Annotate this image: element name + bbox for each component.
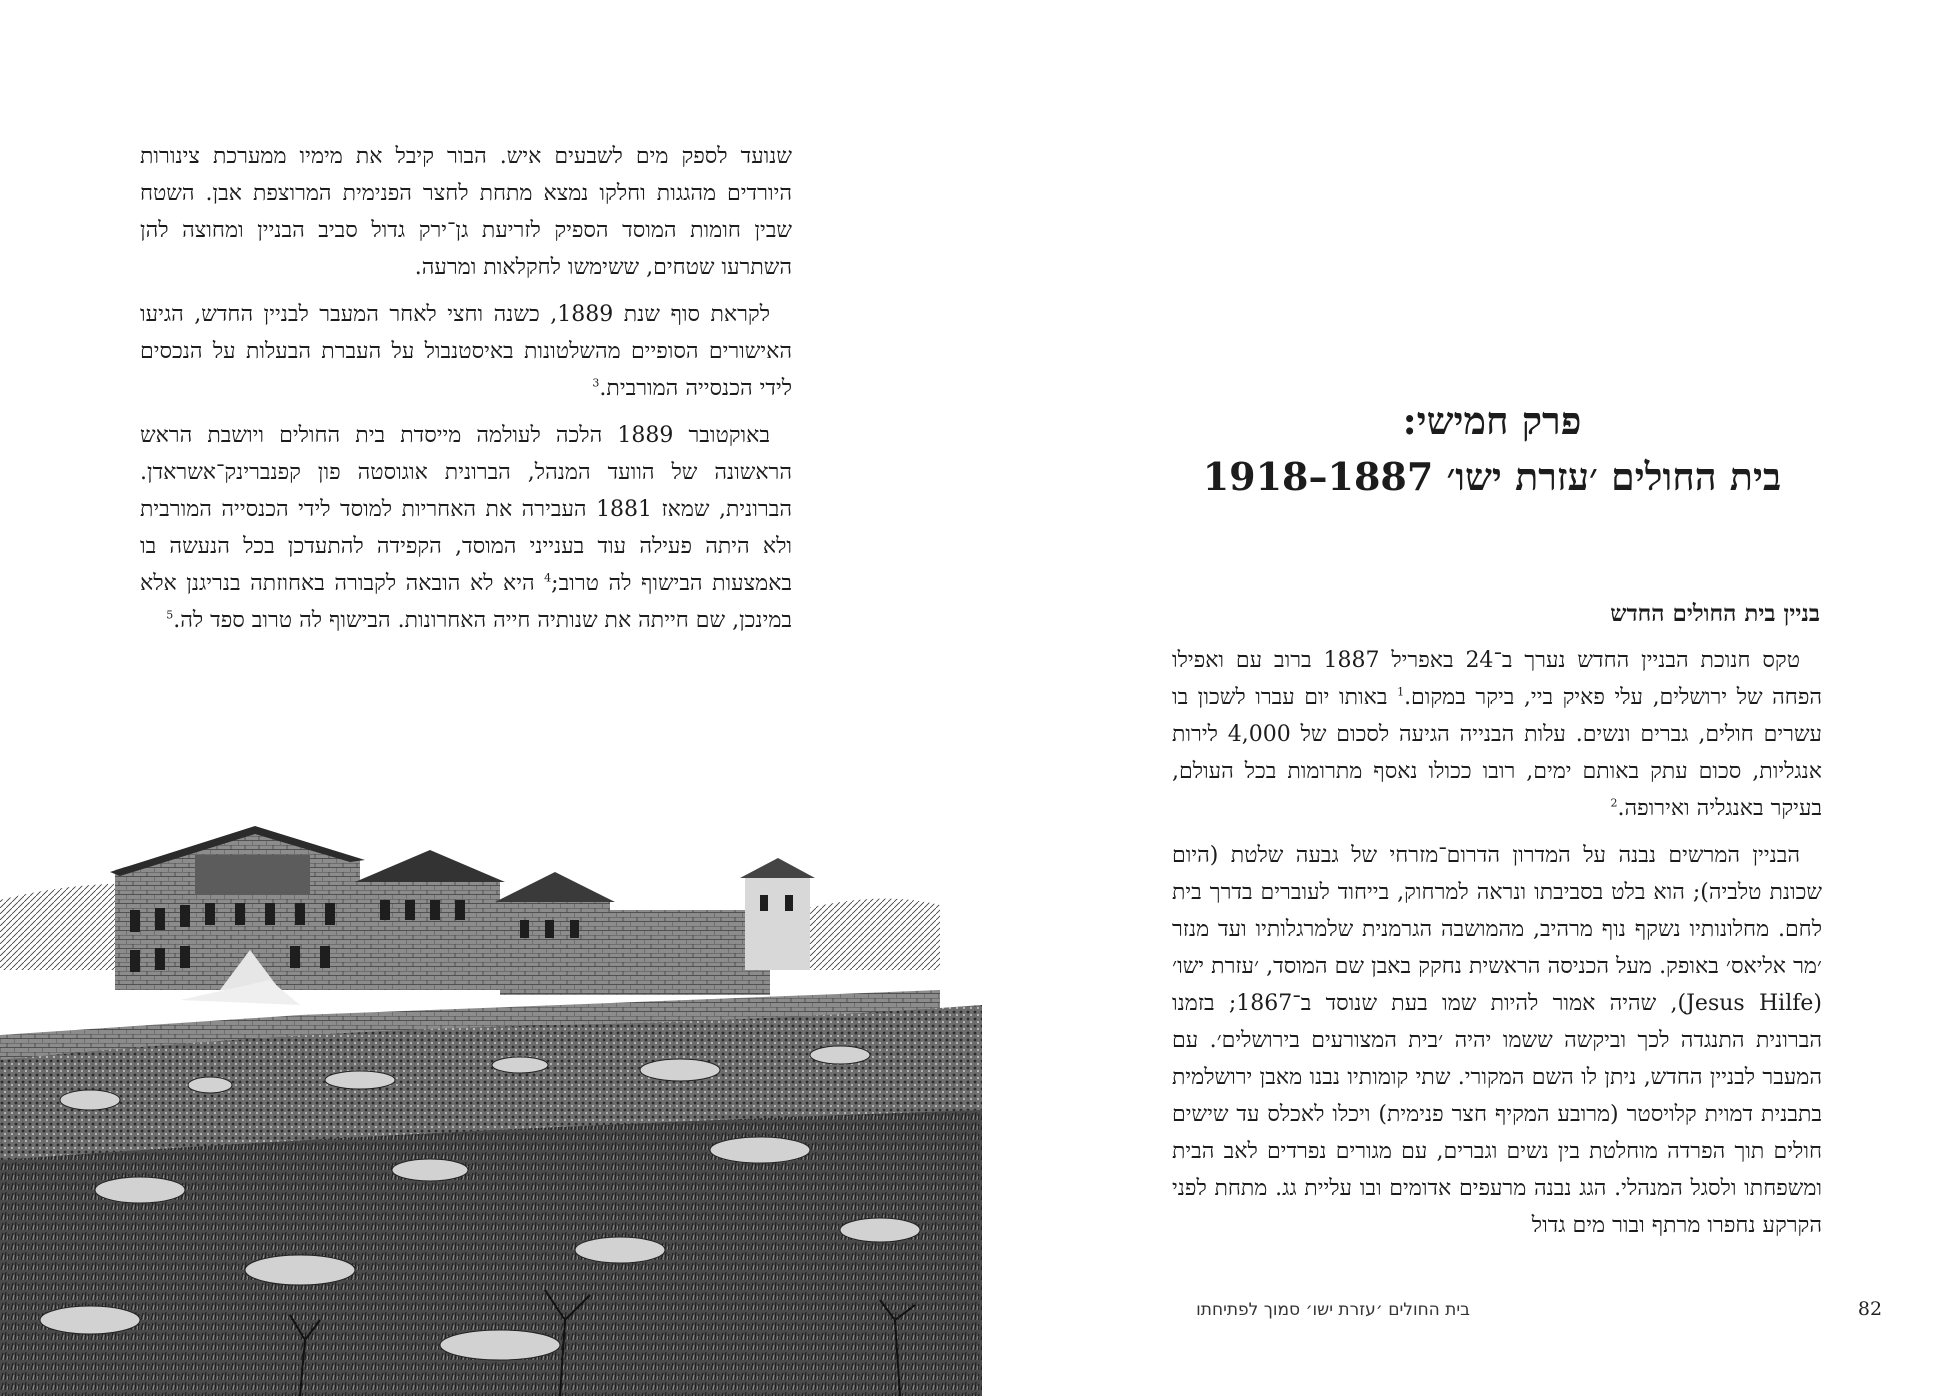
paragraph xyxy=(1172,642,1822,827)
footnote-marker[interactable]: 4 xyxy=(544,571,552,585)
paragraph xyxy=(140,138,792,286)
paragraph-text: הבניין המרשים נבנה על המדרון הדרום־מזרחי של גבעה שלטת (היום שכונת טלביה); הוא בלט בסביבתו ונראה למרחוק, בייחוד לעוברים בדרך בית לחם. מחלונותיו נשקף נוף מרהיב, מהמושבה הגרמנית שלמרגלותיו ועד מנזר ׳מר אליאס׳ באופק. מעל הכניסה הראשית נחקק באבן שם המוסד, ׳עזרת ישו׳ (Jesus Hilfe), שהיה אמור להיות שמו בעת שנוסד ב־1867; בזמנו הברונית התנגדה לכך וביקשה ששמו יהיה ׳בית המצורעים בירושלים׳. עם המעבר לבניין החדש, ניתן לו השם המקורי. שתי קומותיו נבנו מאבן ירושלמית בתבנית דמוית קלויסטר (מרובע המקיף חצר פנימית) ויכלו לאכלס עד שישים חולים תוך הפרדה מוחלטת בין נשים וגברים, עם מגורים נפרדים לאב הבית ומשפחתו ולסגל המנהלי. הגג נבנה מרעפים אדומים ובו עליית גג. מתחת לפני הקרקע נחפרו מרתף ובור מים גדול xyxy=(1172,843,1822,1238)
page-number: 82 xyxy=(1857,1298,1883,1320)
footnote-marker[interactable]: 5 xyxy=(166,608,174,622)
footnote-marker[interactable]: 1 xyxy=(1397,685,1405,699)
paragraph-text: לקראת סוף שנת 1889, כשנה וחצי לאחר המעבר לבניין החדש, הגיעו האישורים הסופיים מהשלטונות באיסטנבול על העברת הבעלות על הנכסים לידי הכנסייה המורבית. xyxy=(140,302,792,401)
section-title: בניין בית החולים החדש xyxy=(1610,600,1820,627)
paragraph xyxy=(1172,837,1822,1244)
footnote-marker[interactable]: 3 xyxy=(592,376,600,390)
paragraph xyxy=(140,296,792,407)
paragraph xyxy=(140,417,792,639)
engraving-illustration xyxy=(0,800,982,1396)
paragraph-text: שנועד לספק מים לשבעים איש. הבור קיבל את מימיו ממערכת צינורות היורדים מהגגות וחלקו נמצא מתחת לחצר הפנימית המרוצפת אבן. השטח שבין חומות המוסד הספיק לזריעת גן־ירק גדול סביב הבניין ומחוצה להן השתרעו שטחים, ששימשו לחקלאות ומרעה. xyxy=(140,144,792,280)
paragraph-text-continued: באותו יום עברו לשכון בו עשרים חולים, גברים ונשים. עלות הבנייה הגיעה לסכום של 4,000 לירות אנגליות, סכום עתק באותם ימים, רובו ככולו נאסף מתרומות בכל העולם, בעיקר באנגליה ואירופה. xyxy=(1172,685,1822,821)
footnote-marker[interactable]: 2 xyxy=(1610,796,1618,810)
running-footer: בית החולים ׳עזרת ישו׳ סמוך לפתיחתו xyxy=(1196,1300,1470,1320)
paragraph-text-continued: היא לא הובאה לקבורה באחוזתה בנריגנן אלא במינכן, שם חייתה את שנותיה חייה האחרונות. הבישוף לה טרוב ספד לה. xyxy=(140,571,792,633)
paragraph-text: טקס חנוכת הבניין החדש נערך ב־24 באפריל 1887 ברוב עם ואפילו הפחה של ירושלים, עלי פאיק ביי, ביקר במקום. xyxy=(1172,648,1822,710)
chapter-title: בית החולים ׳עזרת ישו׳ 1887–1918 xyxy=(1202,454,1782,499)
right-page-text xyxy=(1172,642,1822,1254)
chapter-heading xyxy=(1172,393,1812,505)
hospital-building xyxy=(110,826,815,1005)
left-page-text xyxy=(140,138,792,649)
chapter-label: פרק חמישי: xyxy=(1402,398,1582,443)
paragraph-text: באוקטובר 1889 הלכה לעולמה מייסדת בית החולים ויושבת הראש הראשונה של הוועד המנהל, הברונית אוגוסטה פון קפנברינק־אשראדן. הברונית, שמאז 1881 העבירה את האחריות למוסד לידי הכנסייה המורבית ולא היתה פעילה עוד בענייני המוסד, הקפידה להתעדכן בכל הנעשה בו באמצעות הבישוף לה טרוב; xyxy=(140,423,792,596)
